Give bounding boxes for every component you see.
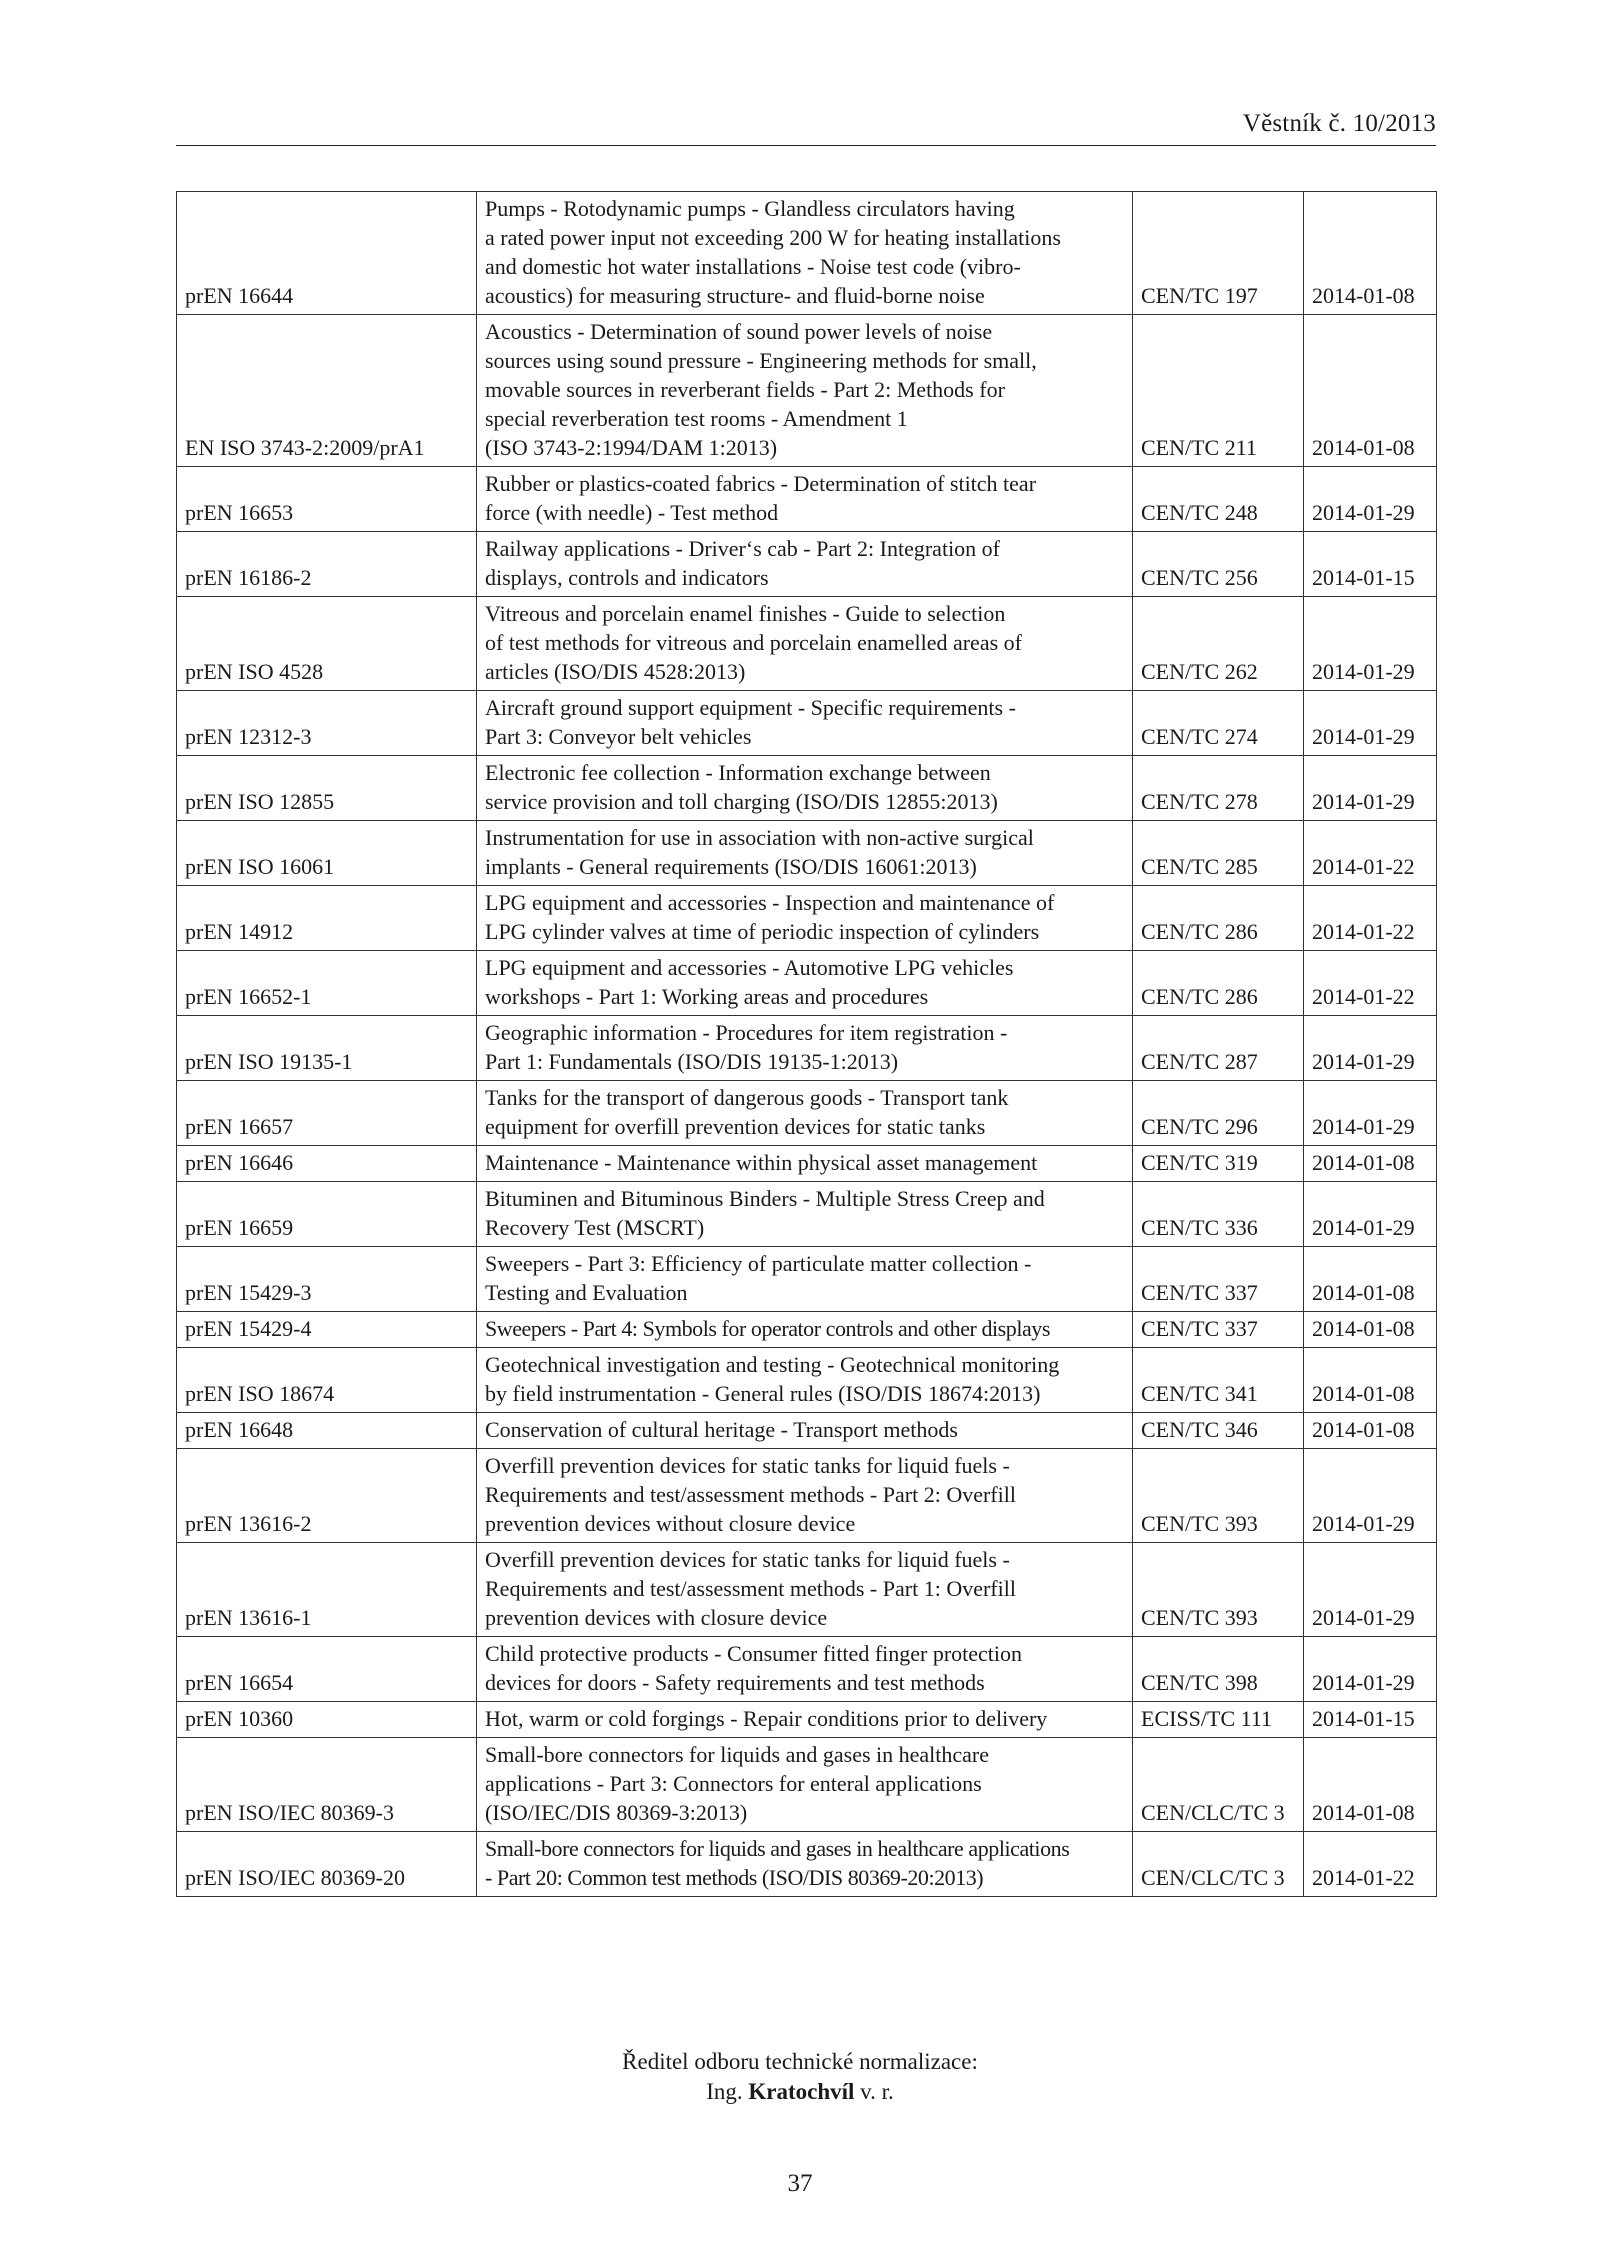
technical-committee-cell: CEN/TC 398 xyxy=(1133,1637,1304,1702)
deadline-date-cell: 2014-01-29 xyxy=(1304,691,1437,756)
technical-committee-cell: CEN/TC 211 xyxy=(1133,315,1304,467)
table-row xyxy=(177,467,1437,532)
standard-title-cell: Conservation of cultural heritage - Transport methods xyxy=(477,1413,1133,1449)
standard-code-cell: prEN 16186-2 xyxy=(177,532,477,597)
technical-committee-cell: ECISS/TC 111 xyxy=(1133,1702,1304,1738)
standard-title-cell: Geotechnical investigation and testing - Geotechnical monitoring by field instrumentation - General rules (ISO/DIS 18674:2013) xyxy=(477,1348,1133,1413)
standard-code-cell: prEN 16653 xyxy=(177,467,477,532)
standard-title-cell: LPG equipment and accessories - Inspection and maintenance of LPG cylinder valves at time of periodic inspection of cylinders xyxy=(477,886,1133,951)
deadline-date-cell: 2014-01-08 xyxy=(1304,1146,1437,1182)
journal-issue-title: Věstník č. 10/2013 xyxy=(1242,110,1436,137)
standard-code-cell: prEN 16644 xyxy=(177,192,477,315)
table-row xyxy=(177,1738,1437,1832)
table-row xyxy=(177,886,1437,951)
table-row xyxy=(177,1702,1437,1738)
technical-committee-cell: CEN/TC 286 xyxy=(1133,886,1304,951)
technical-committee-cell: CEN/TC 248 xyxy=(1133,467,1304,532)
standard-title-cell: Bituminen and Bituminous Binders - Multiple Stress Creep and Recovery Test (MSCRT) xyxy=(477,1182,1133,1247)
standard-code-cell: prEN 16654 xyxy=(177,1637,477,1702)
standard-code-cell: prEN 15429-3 xyxy=(177,1247,477,1312)
technical-committee-cell: CEN/TC 337 xyxy=(1133,1247,1304,1312)
table-row xyxy=(177,1449,1437,1543)
standard-code-cell: prEN ISO 12855 xyxy=(177,756,477,821)
standard-code-cell: prEN ISO 16061 xyxy=(177,821,477,886)
deadline-date-cell: 2014-01-08 xyxy=(1304,315,1437,467)
standard-title-cell: Railway applications - Driver‘s cab - Part 2: Integration of displays, controls and indicators xyxy=(477,532,1133,597)
standards-table-body xyxy=(177,192,1437,1897)
standard-code-cell: prEN ISO 19135-1 xyxy=(177,1016,477,1081)
standard-code-cell: prEN ISO/IEC 80369-20 xyxy=(177,1832,477,1897)
signature-role: Ředitel odboru technické normalizace: xyxy=(622,2049,978,2074)
technical-committee-cell: CEN/TC 346 xyxy=(1133,1413,1304,1449)
deadline-date-cell: 2014-01-08 xyxy=(1304,1738,1437,1832)
standard-title-cell: Sweepers - Part 3: Efficiency of particulate matter collection - Testing and Evaluation xyxy=(477,1247,1133,1312)
technical-committee-cell: CEN/TC 285 xyxy=(1133,821,1304,886)
standard-code-cell: prEN 14912 xyxy=(177,886,477,951)
signature-prefix: Ing. xyxy=(706,2079,743,2104)
deadline-date-cell: 2014-01-29 xyxy=(1304,1637,1437,1702)
table-row xyxy=(177,1016,1437,1081)
standard-title-cell: Pumps - Rotodynamic pumps - Glandless circulators having a rated power input not exceeding 200 W for heating installations and domestic hot water installations - Noise test code (vibro- acoustics) for measuring structure- and fluid-borne noise xyxy=(477,192,1133,315)
table-row xyxy=(177,1146,1437,1182)
standard-title-cell: Hot, warm or cold forgings - Repair conditions prior to delivery xyxy=(477,1702,1133,1738)
deadline-date-cell: 2014-01-08 xyxy=(1304,1312,1437,1348)
deadline-date-cell: 2014-01-08 xyxy=(1304,1247,1437,1312)
deadline-date-cell: 2014-01-29 xyxy=(1304,1182,1437,1247)
standard-title-cell: Vitreous and porcelain enamel finishes - Guide to selection of test methods for vitreous and porcelain enamelled areas of articles (ISO/DIS 4528:2013) xyxy=(477,597,1133,691)
signature-name: Kratochvíl xyxy=(748,2079,855,2104)
technical-committee-cell: CEN/TC 262 xyxy=(1133,597,1304,691)
technical-committee-cell: CEN/TC 286 xyxy=(1133,951,1304,1016)
technical-committee-cell: CEN/TC 256 xyxy=(1133,532,1304,597)
table-row xyxy=(177,1081,1437,1146)
table-row xyxy=(177,192,1437,315)
table-row xyxy=(177,532,1437,597)
standard-title-cell: Geographic information - Procedures for item registration - Part 1: Fundamentals (ISO/DIS 19135-1:2013) xyxy=(477,1016,1133,1081)
technical-committee-cell: CEN/CLC/TC 3 xyxy=(1133,1832,1304,1897)
deadline-date-cell: 2014-01-08 xyxy=(1304,192,1437,315)
deadline-date-cell: 2014-01-29 xyxy=(1304,467,1437,532)
technical-committee-cell: CEN/TC 287 xyxy=(1133,1016,1304,1081)
technical-committee-cell: CEN/CLC/TC 3 xyxy=(1133,1738,1304,1832)
standard-title-cell: Acoustics - Determination of sound power levels of noise sources using sound pressure - Engineering methods for small, movable sources in reverberant fields - Part 2: Methods for special reverberation test rooms - Amendment 1 (ISO 3743-2:1994/DAM 1:2013) xyxy=(477,315,1133,467)
table-row xyxy=(177,1637,1437,1702)
standard-title-cell: Small-bore connectors for liquids and gases in healthcare applications - Part 20: Common test methods (ISO/DIS 80369-20:2013) xyxy=(477,1832,1133,1897)
table-row xyxy=(177,1312,1437,1348)
standard-code-cell: prEN 12312-3 xyxy=(177,691,477,756)
deadline-date-cell: 2014-01-22 xyxy=(1304,821,1437,886)
technical-committee-cell: CEN/TC 393 xyxy=(1133,1543,1304,1637)
standard-code-cell: prEN 10360 xyxy=(177,1702,477,1738)
standard-title-cell: Maintenance - Maintenance within physical asset management xyxy=(477,1146,1133,1182)
standard-code-cell: prEN ISO/IEC 80369-3 xyxy=(177,1738,477,1832)
deadline-date-cell: 2014-01-15 xyxy=(1304,532,1437,597)
standard-code-cell: EN ISO 3743-2:2009/prA1 xyxy=(177,315,477,467)
standard-title-cell: Aircraft ground support equipment - Specific requirements - Part 3: Conveyor belt vehicles xyxy=(477,691,1133,756)
standard-code-cell: prEN 16646 xyxy=(177,1146,477,1182)
table-row xyxy=(177,951,1437,1016)
standard-code-cell: prEN 16657 xyxy=(177,1081,477,1146)
table-row xyxy=(177,1832,1437,1897)
standards-table xyxy=(176,191,1437,1897)
deadline-date-cell: 2014-01-22 xyxy=(1304,1832,1437,1897)
standard-title-cell: Small-bore connectors for liquids and gases in healthcare applications - Part 3: Connectors for enteral applications (ISO/IEC/DIS 80369-3:2013) xyxy=(477,1738,1133,1832)
deadline-date-cell: 2014-01-22 xyxy=(1304,951,1437,1016)
table-row xyxy=(177,1247,1437,1312)
standard-code-cell: prEN 13616-1 xyxy=(177,1543,477,1637)
standard-title-cell: Electronic fee collection - Information exchange between service provision and toll charging (ISO/DIS 12855:2013) xyxy=(477,756,1133,821)
technical-committee-cell: CEN/TC 337 xyxy=(1133,1312,1304,1348)
standard-code-cell: prEN 16648 xyxy=(177,1413,477,1449)
technical-committee-cell: CEN/TC 274 xyxy=(1133,691,1304,756)
page-number: 37 xyxy=(787,2170,813,2197)
standard-title-cell: Instrumentation for use in association with non-active surgical implants - General requirements (ISO/DIS 16061:2013) xyxy=(477,821,1133,886)
standard-title-cell: Overfill prevention devices for static tanks for liquid fuels - Requirements and test/assessment methods - Part 2: Overfill prevention devices without closure device xyxy=(477,1449,1133,1543)
table-row xyxy=(177,1543,1437,1637)
deadline-date-cell: 2014-01-08 xyxy=(1304,1348,1437,1413)
table-row xyxy=(177,821,1437,886)
technical-committee-cell: CEN/TC 341 xyxy=(1133,1348,1304,1413)
deadline-date-cell: 2014-01-29 xyxy=(1304,1543,1437,1637)
standard-code-cell: prEN 16659 xyxy=(177,1182,477,1247)
standard-title-cell: Overfill prevention devices for static tanks for liquid fuels - Requirements and test/assessment methods - Part 1: Overfill prevention devices with closure device xyxy=(477,1543,1133,1637)
technical-committee-cell: CEN/TC 296 xyxy=(1133,1081,1304,1146)
deadline-date-cell: 2014-01-08 xyxy=(1304,1413,1437,1449)
standard-code-cell: prEN 15429-4 xyxy=(177,1312,477,1348)
table-row xyxy=(177,756,1437,821)
table-row xyxy=(177,1348,1437,1413)
technical-committee-cell: CEN/TC 319 xyxy=(1133,1146,1304,1182)
standard-title-cell: Rubber or plastics-coated fabrics - Determination of stitch tear force (with needle) - Test method xyxy=(477,467,1133,532)
standard-title-cell: Child protective products - Consumer fitted finger protection devices for doors - Safety requirements and test methods xyxy=(477,1637,1133,1702)
signature-block xyxy=(0,2047,1600,2107)
page-header xyxy=(176,108,1436,146)
standard-code-cell: prEN ISO 4528 xyxy=(177,597,477,691)
deadline-date-cell: 2014-01-29 xyxy=(1304,1449,1437,1543)
signature-name-line xyxy=(0,2077,1600,2107)
deadline-date-cell: 2014-01-15 xyxy=(1304,1702,1437,1738)
standard-code-cell: prEN 13616-2 xyxy=(177,1449,477,1543)
deadline-date-cell: 2014-01-29 xyxy=(1304,756,1437,821)
signature-suffix: v. r. xyxy=(860,2079,894,2104)
table-row xyxy=(177,597,1437,691)
standard-title-cell: Sweepers - Part 4: Symbols for operator controls and other displays xyxy=(477,1312,1133,1348)
technical-committee-cell: CEN/TC 197 xyxy=(1133,192,1304,315)
standard-code-cell: prEN ISO 18674 xyxy=(177,1348,477,1413)
standard-title-cell: Tanks for the transport of dangerous goods - Transport tank equipment for overfill prevention devices for static tanks xyxy=(477,1081,1133,1146)
deadline-date-cell: 2014-01-29 xyxy=(1304,1016,1437,1081)
table-row xyxy=(177,315,1437,467)
technical-committee-cell: CEN/TC 393 xyxy=(1133,1449,1304,1543)
deadline-date-cell: 2014-01-29 xyxy=(1304,597,1437,691)
table-row xyxy=(177,1413,1437,1449)
technical-committee-cell: CEN/TC 278 xyxy=(1133,756,1304,821)
standard-code-cell: prEN 16652-1 xyxy=(177,951,477,1016)
standard-title-cell: LPG equipment and accessories - Automotive LPG vehicles workshops - Part 1: Working areas and procedures xyxy=(477,951,1133,1016)
deadline-date-cell: 2014-01-22 xyxy=(1304,886,1437,951)
deadline-date-cell: 2014-01-29 xyxy=(1304,1081,1437,1146)
technical-committee-cell: CEN/TC 336 xyxy=(1133,1182,1304,1247)
table-row xyxy=(177,691,1437,756)
table-row xyxy=(177,1182,1437,1247)
